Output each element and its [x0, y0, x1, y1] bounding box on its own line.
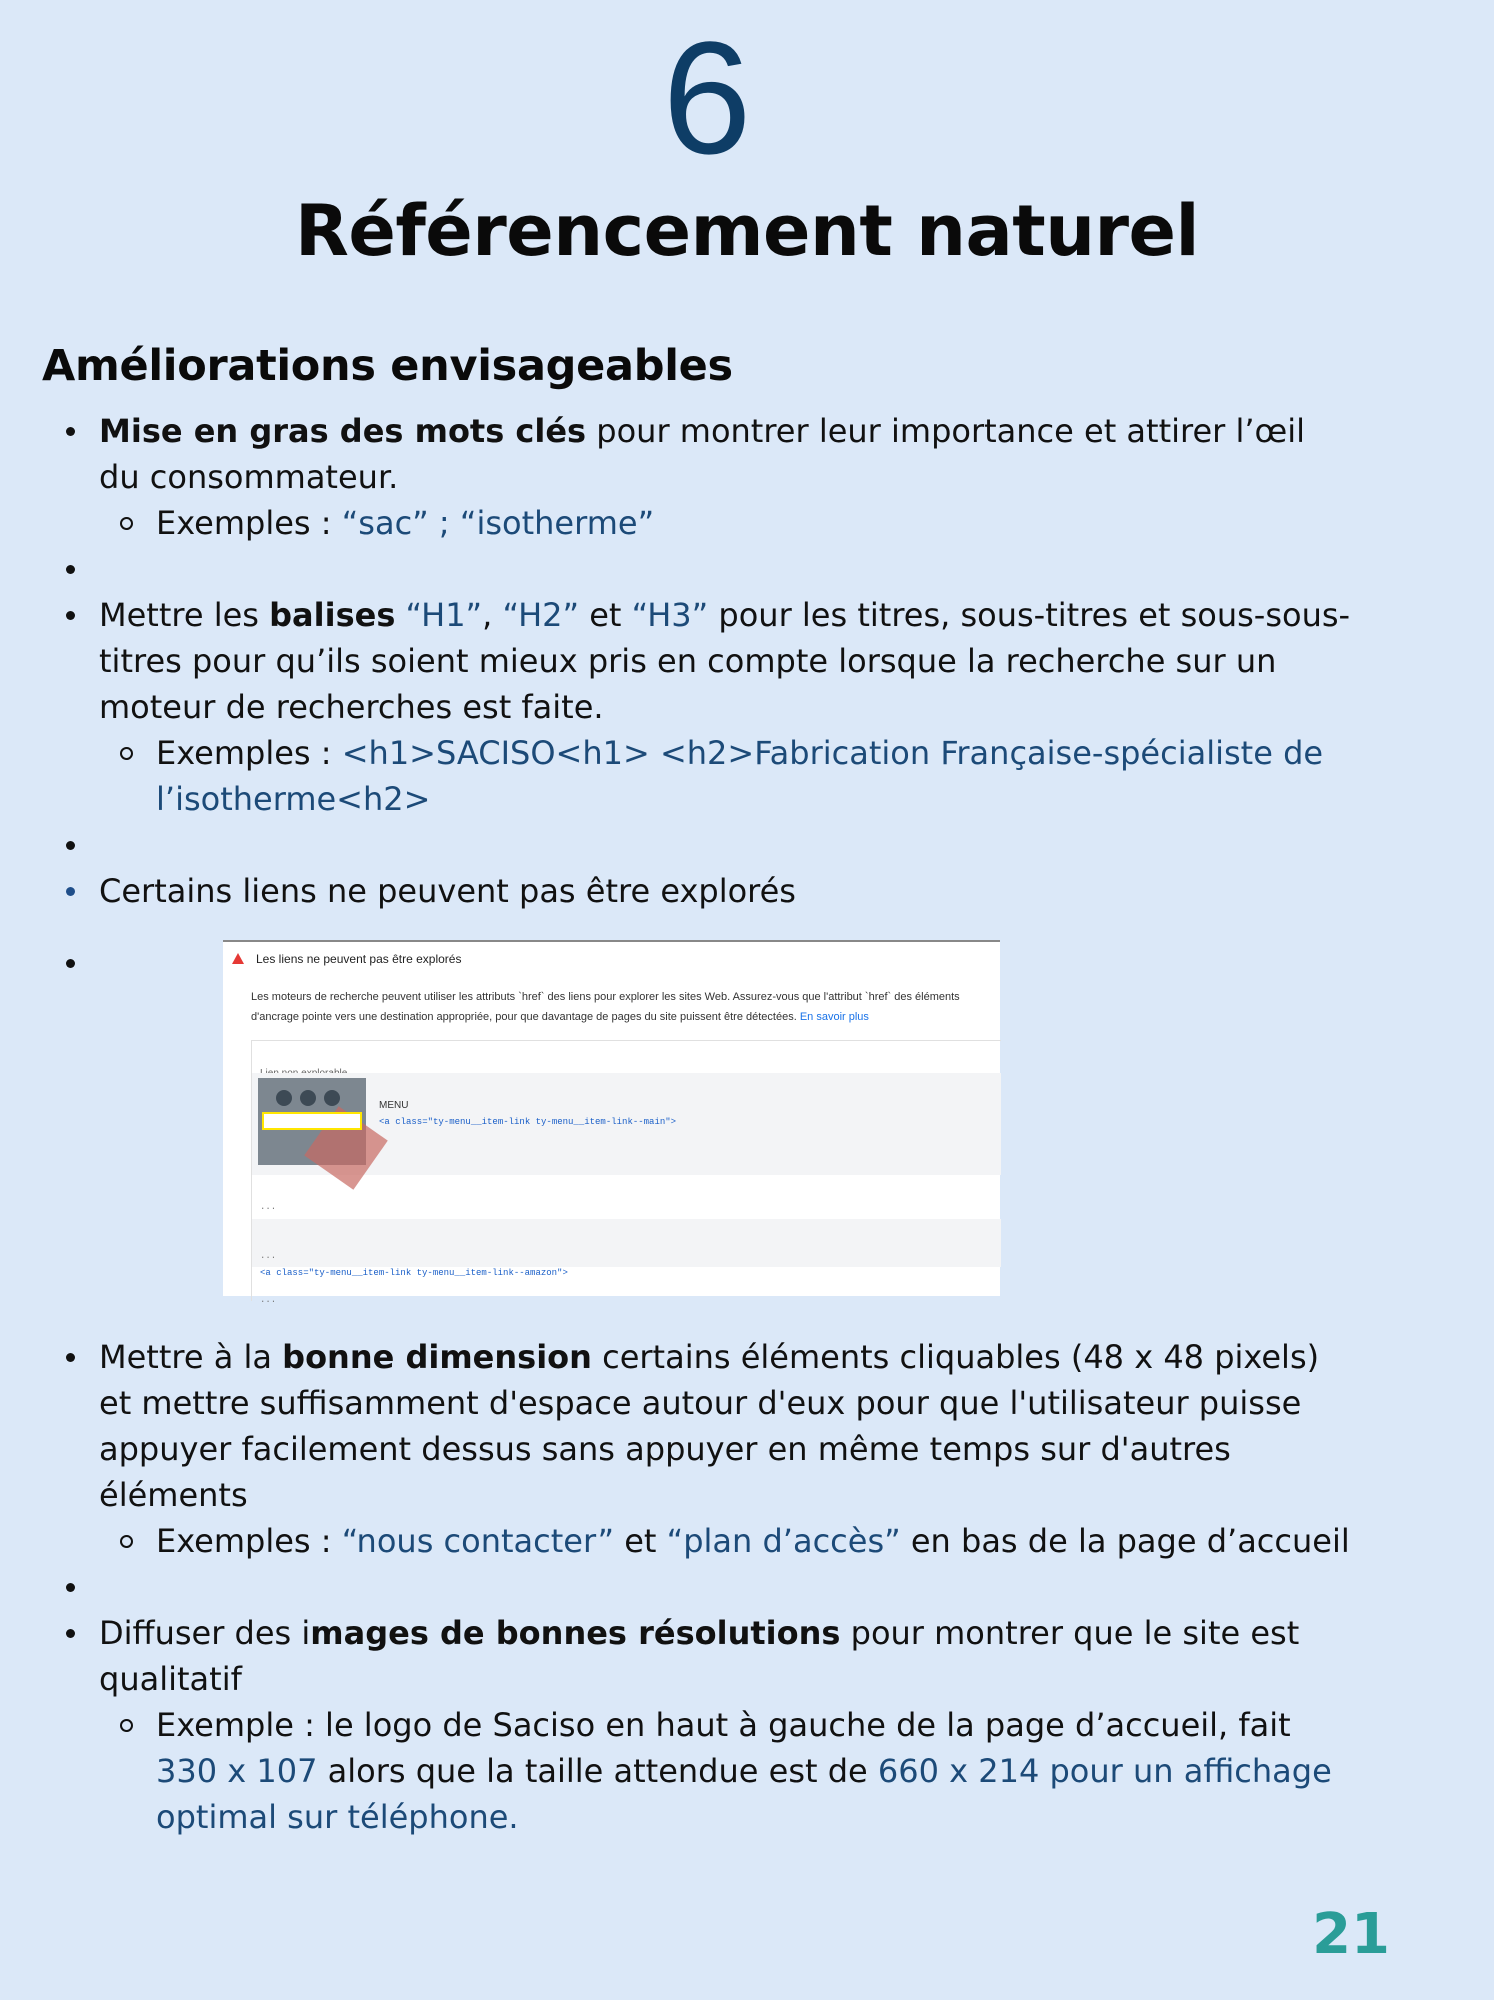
- ellipsis: ...: [260, 1251, 277, 1261]
- bold-text: Mise en gras des mots clés: [99, 412, 587, 450]
- bold-text: mages de bonnes résolutions: [310, 1614, 841, 1652]
- row-label: MENU: [379, 1100, 409, 1111]
- sub-list-item: [99, 730, 1354, 822]
- item-text: et: [579, 596, 632, 634]
- ellipsis: ...: [260, 1295, 277, 1305]
- example-text: alors que la taille attendue est de: [317, 1752, 878, 1790]
- ellipsis: ...: [260, 1202, 277, 1212]
- improvements-list: [0, 408, 1414, 1840]
- item-text: pour montrer leur importance et attirer l’œil du consommateur.: [99, 412, 1306, 496]
- example-value: 660 x 214 pour un affichage optimal sur téléphone.: [156, 1752, 1332, 1836]
- audit-screenshot: [223, 940, 1000, 1305]
- sub-list: [99, 1518, 1354, 1564]
- bold-text: balises: [269, 596, 396, 634]
- spacer: [0, 1564, 1414, 1610]
- sub-list: [99, 1702, 1354, 1840]
- sub-list: [99, 730, 1354, 822]
- sub-list-item: [99, 1518, 1354, 1564]
- element-thumbnail: [258, 1078, 366, 1165]
- audit-table: [251, 1040, 1001, 1305]
- page-number: 21: [1312, 1902, 1390, 1967]
- chapter-title: Référencement naturel: [294, 190, 1200, 272]
- improvements-list-container: [0, 408, 1414, 1840]
- example-text: en bas de la page d’accueil: [900, 1522, 1350, 1560]
- example-text: Exemple : le logo de Saciso en haut à gauche de la page d’accueil, fait: [156, 1706, 1291, 1744]
- item-text: ,: [482, 596, 503, 634]
- example-value: “nous contacter”: [341, 1522, 615, 1560]
- section-heading: Améliorations envisageables: [42, 341, 733, 391]
- bold-text: bonne dimension: [282, 1338, 592, 1376]
- example-value: “sac” ; “isotherme”: [341, 504, 655, 542]
- item-text: pour les titres, sous-titres et sous-sous-titres pour qu’ils soient mieux pris en compte lorsque la recherche sur un moteur de recherches est faite.: [99, 596, 1351, 726]
- tag-h2: “H2”: [502, 596, 580, 634]
- example-text: et: [614, 1522, 667, 1560]
- item-text: certains éléments cliquables (48 x 48 pixels) et mettre suffisamment d'espace autour d'eux pour que l'utilisateur puisse appuyer facilement dessus sans appuyer en même temps sur d'autres éléments: [99, 1338, 1320, 1514]
- example-value: <h1>SACISO<h1> <h2>Fabrication Française-spécialiste de l’isotherme<h2>: [156, 734, 1324, 818]
- item-text: Certains liens ne peuvent pas être explorés: [99, 872, 796, 910]
- learn-more-link[interactable]: En savoir plus: [799, 1011, 869, 1023]
- example-label: Exemples :: [156, 1522, 342, 1560]
- example-label: Exemples :: [156, 734, 342, 772]
- list-item-links-not-crawlable: [0, 868, 1414, 914]
- thumb-highlight: [262, 1112, 362, 1130]
- spacer: [0, 822, 1414, 868]
- audit-description-text: Les moteurs de recherche peuvent utiliser les attributs `href` des liens pour explorer les sites Web. Assurez-vous que l'attribut `href` des éléments d'ancrage pointe vers une destination appropriée, pour que davantage de pages du site puissent être détectées.: [251, 991, 960, 1023]
- row-code: <a class="ty-menu__item-link ty-menu__item-link--amazon">: [260, 1268, 568, 1278]
- example-label: Exemples :: [156, 504, 342, 542]
- row-code: <a class="ty-menu__item-link ty-menu__item-link--main">: [379, 1117, 677, 1127]
- sub-list: [99, 500, 1354, 546]
- chapter-number: 6: [662, 8, 752, 187]
- list-item-image-resolution: [0, 1610, 1414, 1840]
- warning-icon: [232, 953, 244, 964]
- list-item-heading-tags: [0, 592, 1414, 822]
- item-text: Diffuser des i: [99, 1614, 311, 1652]
- list-item-clickable-size: [0, 1334, 1414, 1564]
- tag-h3: “H3”: [631, 596, 709, 634]
- thumb-circle: [276, 1090, 292, 1106]
- item-text: [395, 596, 405, 634]
- audit-title: Les liens ne peuvent pas être explorés: [256, 952, 462, 966]
- sub-list-item: [99, 1702, 1354, 1840]
- example-value: “plan d’accès”: [666, 1522, 901, 1560]
- spacer: [0, 546, 1414, 592]
- sub-list-item: [99, 500, 1354, 546]
- item-text: Mettre à la: [99, 1338, 283, 1376]
- screenshot-wrapper: [0, 940, 1414, 1305]
- list-item-bold-keywords: [0, 408, 1414, 546]
- item-text: pour montrer que le site est qualitatif: [99, 1614, 1300, 1698]
- audit-description: [251, 987, 991, 1027]
- item-text: Mettre les: [99, 596, 270, 634]
- thumb-circle: [300, 1090, 316, 1106]
- thumb-circle: [324, 1090, 340, 1106]
- example-value: 330 x 107: [156, 1752, 318, 1790]
- table-row: [252, 1073, 1001, 1175]
- tag-h1: “H1”: [405, 596, 483, 634]
